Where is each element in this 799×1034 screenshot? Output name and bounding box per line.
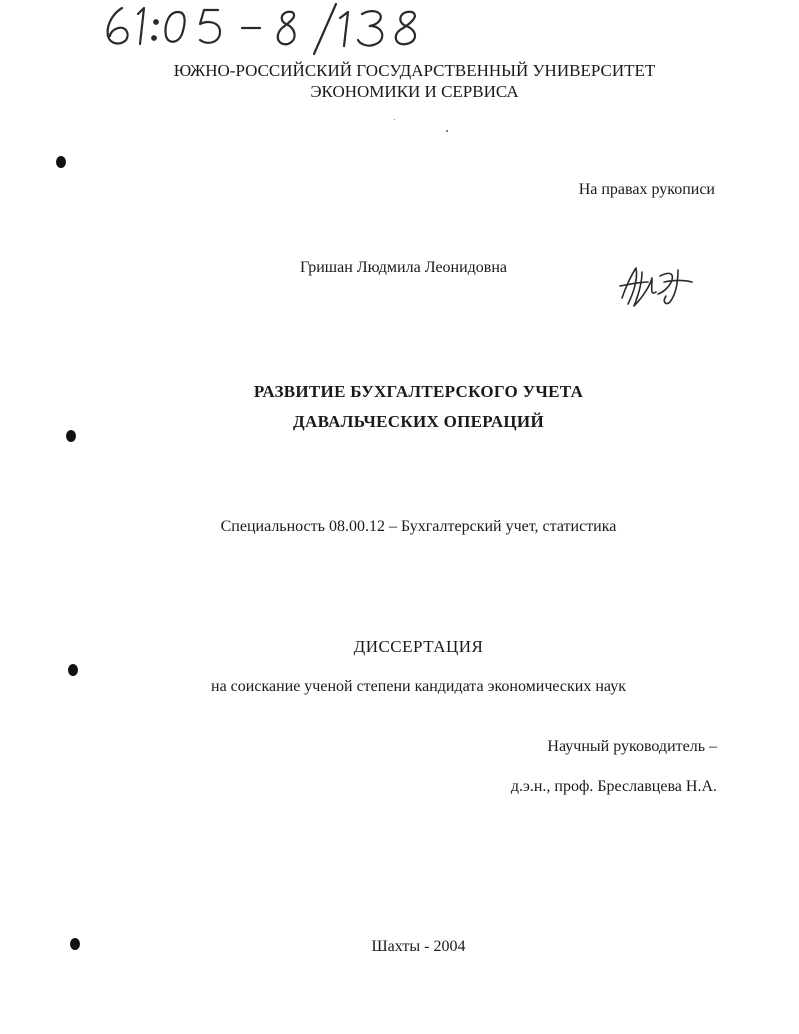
degree-text: на соискание ученой степени кандидата экономических наук xyxy=(211,678,626,695)
archive-code-drawing xyxy=(100,0,460,56)
document-type: ДИССЕРТАЦИЯ xyxy=(353,637,484,656)
scan-speck xyxy=(394,119,395,120)
signature-drawing xyxy=(612,258,696,312)
specialty-block xyxy=(0,517,799,537)
degree-block xyxy=(0,677,799,697)
city-year-block xyxy=(0,937,799,957)
manuscript-note: На правах рукописи xyxy=(578,181,715,198)
supervisor-name: д.э.н., проф. Бреславцева Н.А. xyxy=(510,778,717,795)
university-header xyxy=(0,60,799,102)
author-name: Гришан Людмила Леонидовна xyxy=(300,259,508,276)
binder-hole xyxy=(66,430,76,442)
specialty-text: Специальность 08.00.12 – Бухгалтерский учет, статистика xyxy=(220,518,617,535)
title-line2: ДАВАЛЬЧЕСКИХ ОПЕРАЦИЙ xyxy=(293,412,544,431)
university-name-line1: ЮЖНО-РОССИЙСКИЙ ГОСУДАРСТВЕННЫЙ УНИВЕРСИТЕТ xyxy=(173,61,656,80)
university-name-line2: ЭКОНОМИКИ И СЕРВИСА xyxy=(310,82,519,101)
document-type-block xyxy=(0,636,799,658)
binder-hole xyxy=(68,664,78,676)
supervisor-label: Научный руководитель – xyxy=(547,738,717,755)
city-year: Шахты - 2004 xyxy=(371,938,466,955)
binder-hole xyxy=(70,938,80,950)
dissertation-title xyxy=(0,377,799,437)
binder-hole xyxy=(56,156,66,168)
scan-speck xyxy=(446,130,448,132)
title-line1: РАЗВИТИЕ БУХГАЛТЕРСКОГО УЧЕТА xyxy=(253,382,584,401)
archive-code-handwritten xyxy=(100,0,460,56)
